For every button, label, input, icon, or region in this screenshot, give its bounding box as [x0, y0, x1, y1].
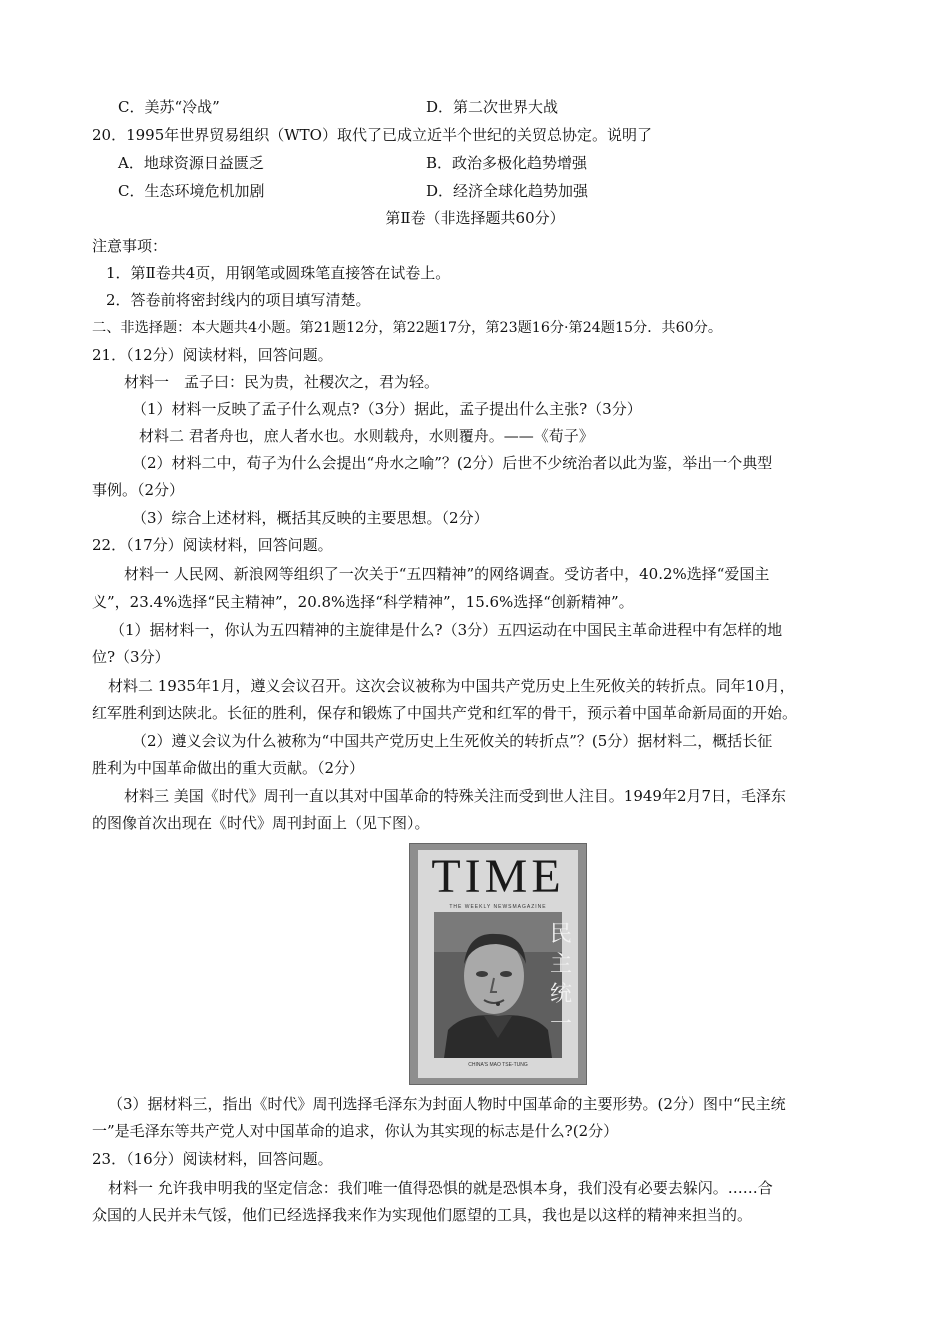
- q22-material-1-cont: 义”，23.4%选择“民主精神”，20.8%选择“科学精神”，15.6%选择“创新精神”。: [92, 593, 634, 611]
- q21-sub-3: （3）综合上述材料，概括其反映的主要思想。（2分）: [132, 509, 489, 527]
- q22-sub-3: （3）据材料三，指出《时代》周刊选择毛泽东为封面人物时中国革命的主要形势。(2分）图中“民主统: [108, 1095, 786, 1113]
- portrait-image: [434, 912, 562, 1058]
- q23-material-1-cont: 众国的人民并未气馁，他们已经选择我来作为实现他们愿望的工具，我也是以这样的精神来担当的。: [92, 1206, 753, 1224]
- question-20: 20．1995年世界贸易组织（WTO）取代了已成立近半个世纪的关贸总协定。说明了: [92, 126, 652, 144]
- q22-sub-2: （2）遵义会议为什么被称为“中国共产党历史上生死攸关的转折点”？(5分）据材料二，概括长征: [132, 732, 773, 750]
- cover-subtitle: THE WEEKLY NEWSMAGAZINE: [449, 904, 547, 910]
- notice-heading: 注意事项：: [92, 237, 168, 255]
- question-22: 22．（17分）阅读材料，回答问题。: [92, 536, 333, 554]
- q22-material-1: 材料一 人民网、新浪网等组织了一次关于“五四精神”的网络调查。受访者中，40.2%选择“爱国主: [124, 565, 770, 583]
- section-title: 第Ⅱ卷（非选择题共60分）: [385, 209, 565, 227]
- cover-caption: CHINA'S MAO TSE-TUNG: [468, 1062, 528, 1068]
- part-two-heading: 二、非选择题：本大题共4小题。第21题12分，第22题17分，第23题16分·第24题15分．共60分。: [92, 320, 723, 336]
- portrait-illustration: [434, 912, 562, 1058]
- q22-sub-2-cont: 胜利为中国革命做出的重大贡献。（2分）: [92, 759, 365, 777]
- q22-material-2: 材料二 1935年1月，遵义会议召开。这次会议被称为中国共产党历史上生死攸关的转折点。同年10月，: [108, 677, 795, 695]
- q21-sub-2-cont: 事例。（2分）: [92, 481, 185, 499]
- q21-material-1: 材料一 孟子曰：民为贵，社稷次之，君为轻。: [124, 373, 440, 391]
- q23-material-1: 材料一 允许我申明我的坚定信念：我们唯一值得恐惧的就是恐惧本身，我们没有必要去躲闪。……合: [108, 1179, 773, 1197]
- notice-item-2: 2．答卷前将密封线内的项目填写清楚。: [106, 291, 371, 309]
- option-a-q20: A．地球资源日益匮乏: [118, 154, 264, 172]
- q22-material-3: 材料三 美国《时代》周刊一直以其对中国革命的特殊关注而受到世人注目。1949年2月7日，毛泽东: [124, 787, 787, 805]
- option-c-q19: C．美苏“冷战”: [118, 98, 220, 116]
- q22-sub-1: （1）据材料一，你认为五四精神的主旋律是什么?（3分）五四运动在中国民主革命进程中有怎样的地: [110, 621, 783, 639]
- q22-sub-3-cont: 一”是毛泽东等共产党人对中国革命的追求，你认为其实现的标志是什么?(2分）: [92, 1122, 619, 1140]
- q22-material-2-cont: 红军胜利到达陕北。长征的胜利，保存和锻炼了中国共产党和红军的骨干，预示着中国革命新局面的开始。: [92, 704, 798, 722]
- option-c-q20: C．生态环境危机加剧: [118, 182, 265, 200]
- q21-sub-1: （1）材料一反映了孟子什么观点?（3分）据此，孟子提出什么主张?（3分）: [132, 400, 642, 418]
- q21-sub-2: （2）材料二中，荀子为什么会提出“舟水之喻”？(2分）后世不少统治者以此为鉴，举出一个典型: [132, 454, 773, 472]
- cover-title: TIME: [431, 850, 565, 903]
- q21-material-2: 材料二 君者舟也，庶人者水也。水则载舟，水则覆舟。——《荀子》: [139, 427, 594, 445]
- question-21: 21．（12分）阅读材料，回答问题。: [92, 346, 333, 364]
- cover-side-calligraphy: 民主统一: [549, 922, 572, 1037]
- cover-inner: [418, 850, 578, 1078]
- question-23: 23．（16分）阅读材料，回答问题。: [92, 1150, 333, 1168]
- option-d-q20: D．经济全球化趋势加强: [426, 182, 589, 200]
- option-d-q19: D．第二次世界大战: [426, 98, 559, 116]
- notice-item-1: 1．第Ⅱ卷共4页，用钢笔或圆珠笔直接答在试卷上。: [106, 264, 451, 282]
- q22-sub-1-cont: 位?（3分）: [92, 648, 170, 666]
- option-b-q20: B．政治多极化趋势增强: [426, 154, 588, 172]
- q22-material-3-cont: 的图像首次出现在《时代》周刊封面上（见下图）。: [92, 814, 430, 832]
- time-magazine-cover: [409, 843, 587, 1085]
